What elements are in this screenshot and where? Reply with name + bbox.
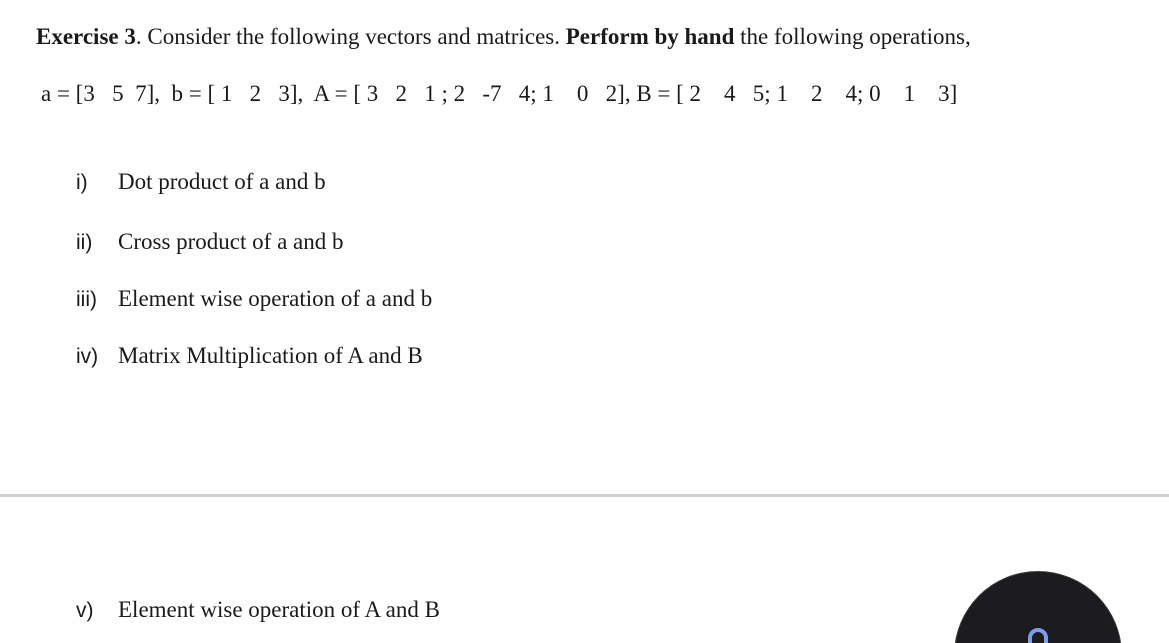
exercise-intro: . Consider the following vectors and matrices. (135, 24, 566, 49)
task-text: Cross product of a and b (118, 229, 344, 254)
task-marker: iv) (76, 345, 99, 368)
task-item-2 (76, 227, 344, 257)
task-item-1 (76, 167, 326, 197)
exercise-heading (36, 22, 971, 52)
vector-matrix-definitions: a = [3 5 7], b = [ 1 2 3], A = [ 3 2 1 ; 2 -7 4; 1 0 2], B = [ 2 4 5; 1 2 4; 0 1 3] (41, 81, 958, 106)
task-marker: ii) (76, 231, 93, 254)
exercise-outro: the following operations, (734, 24, 971, 49)
task-text: Dot product of a and b (118, 169, 326, 194)
scroll-helper-icon[interactable] (1026, 626, 1050, 643)
exercise-label: Exercise 3 (36, 24, 136, 49)
task-item-3 (76, 284, 432, 314)
task-text: Element wise operation of a and b (118, 286, 433, 311)
task-marker: i) (76, 171, 88, 194)
task-marker: iii) (76, 288, 97, 311)
task-text: Matrix Multiplication of A and B (118, 343, 423, 368)
exercise-emphasis: Perform by hand (565, 24, 735, 49)
task-text: Element wise operation of A and B (118, 597, 440, 622)
task-item-5 (76, 595, 440, 625)
task-item-4 (76, 341, 423, 371)
task-marker: v) (76, 599, 94, 622)
